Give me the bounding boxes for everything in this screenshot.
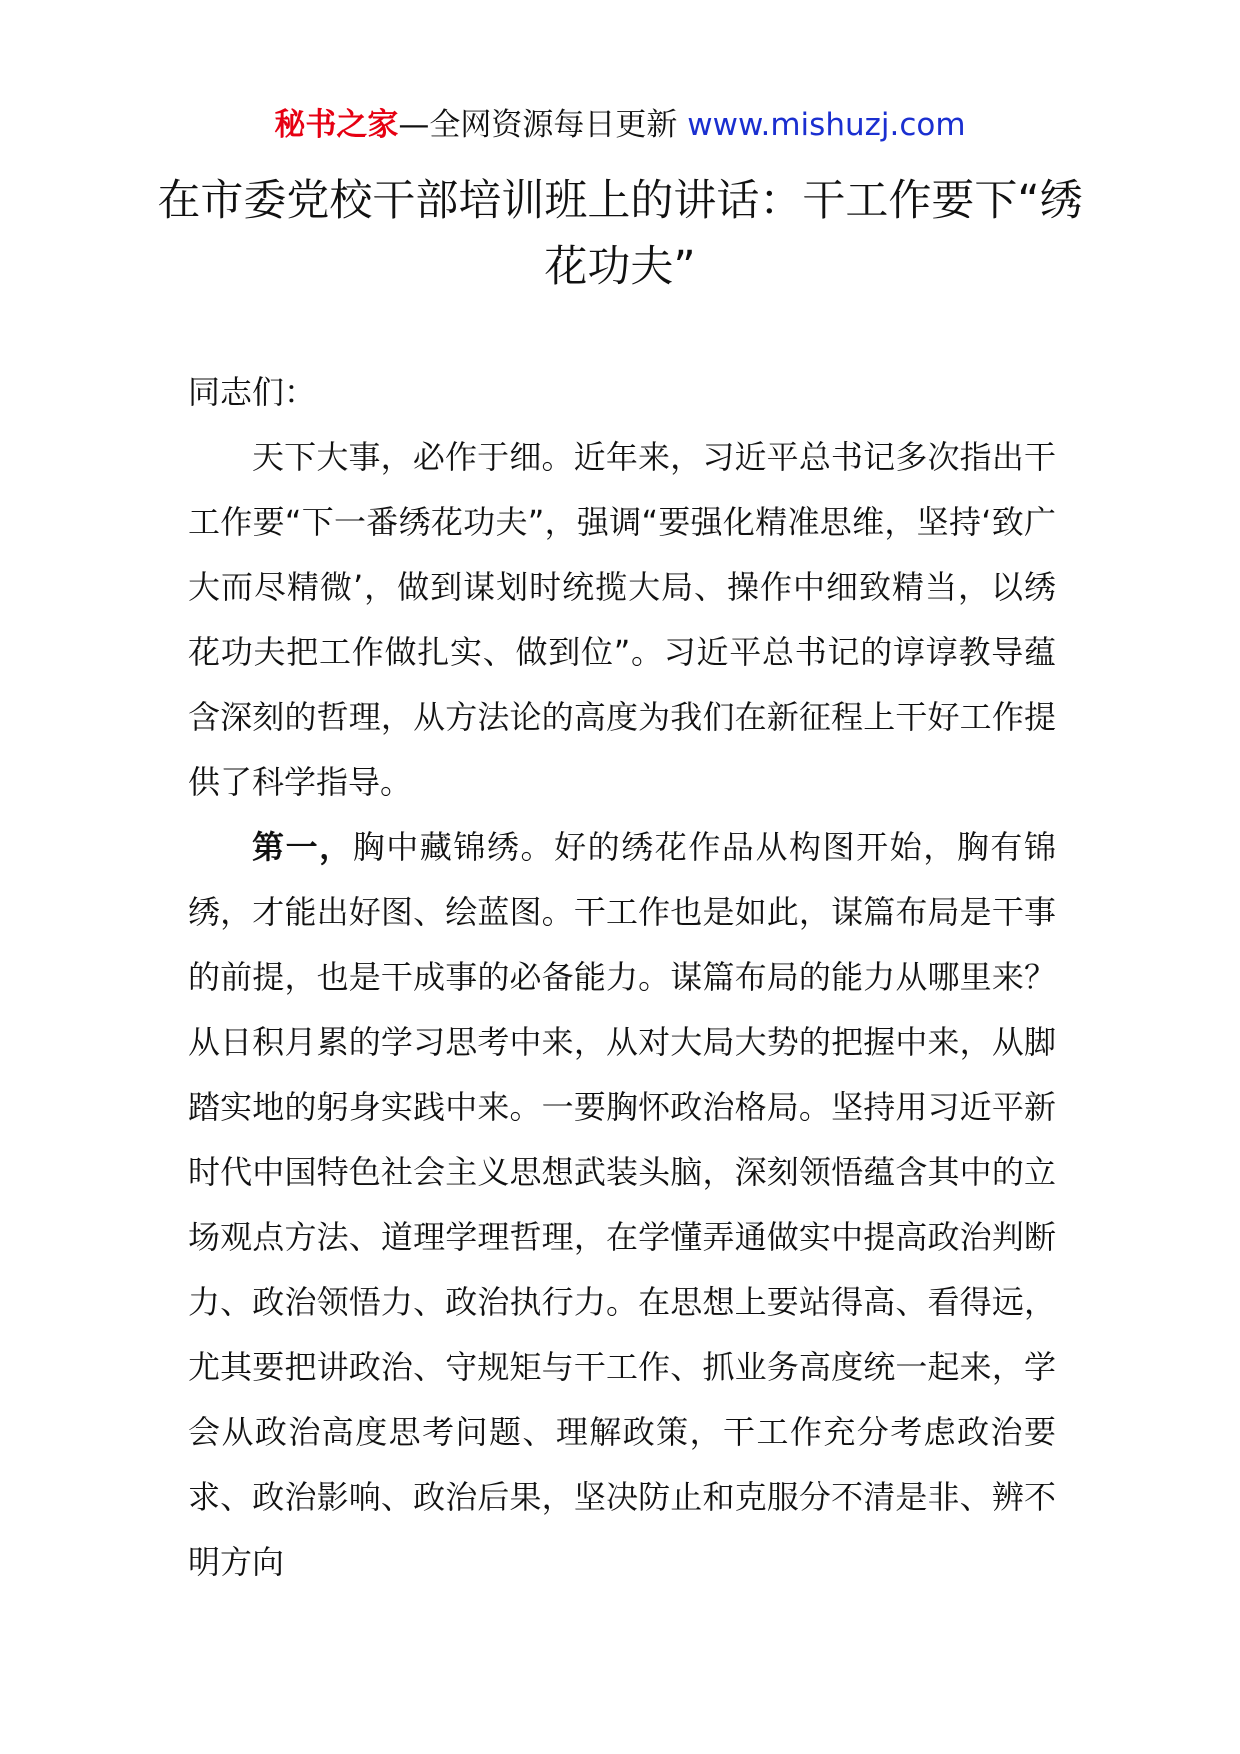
site-tagline: —全网资源每日更新 [398, 107, 688, 143]
section-1-text: 好的绣花作品从构图开始，胸有锦绣，才能出好图、绘蓝图。干工作也是如此，谋篇布局是干事的前提，也是干成事的必备能力。谋篇布局的能力从哪里来？从日积月累的学习思考中来，从对大局大势的把握中来，从脚踏实地的躬身实践中来。一要胸怀政治格局。坚持用习近平新时代中国特色社会主义思想武装头脑，深刻领悟蕴含其中的立场观点方法、道理学理哲理，在学懂弄通做实中提高政治判断力、政治领悟力、政治执行力。在思想上要站得高、看得远，尤其要把讲政治、守规矩与干工作、抓业务高度统一起来，学会从政治高度思考问题、理解政策，干工作充分考虑政治要求、政治影响、政治后果，坚决防止和克服分不清是非、辨不明方向 [188, 828, 1056, 1581]
document-title: 在市委党校干部培训班上的讲话：干工作要下“绣花功夫” [157, 176, 1083, 292]
section-1-lead: 第一， [252, 828, 353, 866]
site-url: www.mishuzj.com [687, 107, 966, 143]
document-body [188, 360, 1056, 1595]
section-1-heading: 胸中藏锦绣。 [352, 828, 555, 866]
paragraph-section-1 [188, 815, 1056, 1595]
paragraph-intro: 天下大事，必作于细。近年来，习近平总书记多次指出干工作要“下一番绣花功夫”，强调“要强化精准思维，坚持‘致广大而尽精微’，做到谋划时统揽大局、操作中细致精当，以绣花功夫把工作做扎实、做到位”。习近平总书记的谆谆教导蕴含深刻的哲理，从方法论的高度为我们在新征程上干好工作提供了科学指导。 [188, 438, 1056, 801]
site-brand: 秘书之家 [274, 107, 399, 143]
site-header [0, 102, 1240, 148]
salutation: 同志们： [188, 373, 317, 411]
